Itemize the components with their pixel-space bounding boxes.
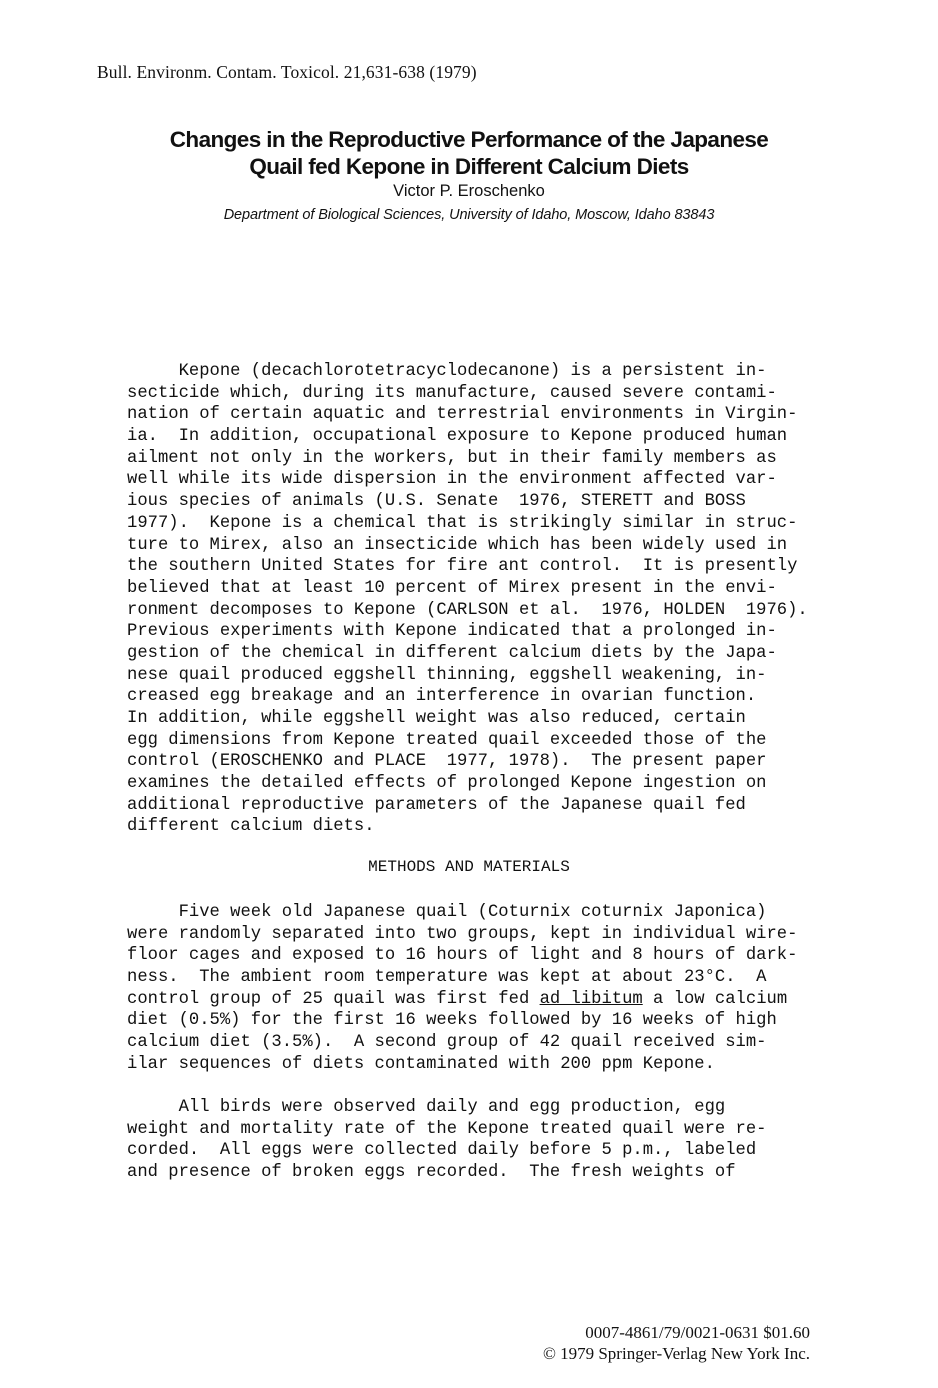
copyright-notice: © 1979 Springer-Verlag New York Inc. xyxy=(542,1344,810,1363)
text-line: the southern United States for fire ant control. It is presently xyxy=(127,557,798,577)
author-name: Victor P. Eroschenko xyxy=(393,182,545,200)
text-line: well while its wide dispersion in the environment affected var- xyxy=(127,470,777,490)
methods-paragraph xyxy=(127,902,867,1076)
text-line: egg dimensions from Kepone treated quail exceeded those of the xyxy=(127,730,767,750)
journal-citation: Bull. Environm. Contam. Toxicol. 21,631-638 (1979) xyxy=(97,62,477,82)
text-line: ious species of animals (U.S. Senate 1976, STERETT and BOSS xyxy=(127,492,746,512)
text-line: secticide which, during its manufacture, caused severe contami- xyxy=(127,383,777,403)
text-line: Kepone (decachlorotetracyclodecanone) is a persistent in- xyxy=(127,362,767,381)
text-line: examines the detailed effects of prolonged Kepone ingestion on xyxy=(127,774,767,794)
intro-paragraph xyxy=(127,361,867,838)
text-fragment: a low calcium xyxy=(642,989,788,1009)
text-line: and presence of broken eggs recorded. The fresh weights of xyxy=(127,1163,736,1183)
text-line: diet (0.5%) for the first 16 weeks followed by 16 weeks of high xyxy=(127,1011,777,1031)
text-line: nation of certain aquatic and terrestrial environments in Virgin- xyxy=(127,405,798,425)
text-line: In addition, while eggshell weight was also reduced, certain xyxy=(127,709,746,728)
text-line: different calcium diets. xyxy=(127,817,375,837)
text-line: 1977). Kepone is a chemical that is strikingly similar in struc- xyxy=(127,513,798,533)
text-line: ronment decomposes to Kepone (CARLSON et al. 1976, HOLDEN 1976). xyxy=(127,600,808,620)
title-line: Quail fed Kepone in Different Calcium Diets xyxy=(249,154,689,179)
text-line: ness. The ambient room temperature was kept at about 23°C. A xyxy=(127,968,767,988)
text-line: floor cages and exposed to 16 hours of light and 8 hours of dark- xyxy=(127,946,798,966)
article-title xyxy=(100,126,838,180)
methods-paragraph xyxy=(127,1097,867,1184)
title-line: Changes in the Reproductive Performance of the Japanese xyxy=(169,127,769,152)
text-line: creased egg breakage and an interference in ovarian function. xyxy=(127,687,757,707)
text-line: control (EROSCHENKO and PLACE 1977, 1978). The present paper xyxy=(127,752,767,772)
text-line: weight and mortality rate of the Kepone treated quail were re- xyxy=(127,1119,767,1139)
text-line: corded. All eggs were collected daily before 5 p.m., labeled xyxy=(127,1141,757,1161)
text-fragment: control group of 25 quail was first fed xyxy=(127,989,540,1009)
text-line: ailment not only in the workers, but in their family members as xyxy=(127,448,777,468)
issn-code: 0007-4861/79/0021-0631 $01.60 xyxy=(585,1323,810,1342)
text-line: All birds were observed daily and egg production, egg xyxy=(127,1098,726,1117)
text-line: additional reproductive parameters of the Japanese quail fed xyxy=(127,795,746,815)
text-line: calcium diet (3.5%). A second group of 42 quail received sim- xyxy=(127,1033,767,1053)
page-footer xyxy=(543,1322,810,1364)
text-line: ture to Mirex, also an insecticide which has been widely used in xyxy=(127,535,788,555)
text-line: ia. In addition, occupational exposure to Kepone produced human xyxy=(127,427,788,447)
text-line: Previous experiments with Kepone indicated that a prolonged in- xyxy=(127,622,777,642)
text-line: gestion of the chemical in different calcium diets by the Japa- xyxy=(127,643,777,663)
author-affiliation: Department of Biological Sciences, University of Idaho, Moscow, Idaho 83843 xyxy=(223,207,715,223)
text-line: ilar sequences of diets contaminated with 200 ppm Kepone. xyxy=(127,1054,715,1074)
underlined-term: ad libitum xyxy=(539,989,643,1009)
text-line: Five week old Japanese quail (Coturnix coturnix Japonica) xyxy=(127,903,767,922)
text-line xyxy=(127,989,867,1011)
section-heading: METHODS AND MATERIALS xyxy=(368,858,570,876)
text-line: nese quail produced eggshell thinning, eggshell weakening, in- xyxy=(127,665,767,685)
text-line: believed that at least 10 percent of Mirex present in the envi- xyxy=(127,578,777,598)
text-line: were randomly separated into two groups, kept in individual wire- xyxy=(127,924,798,944)
